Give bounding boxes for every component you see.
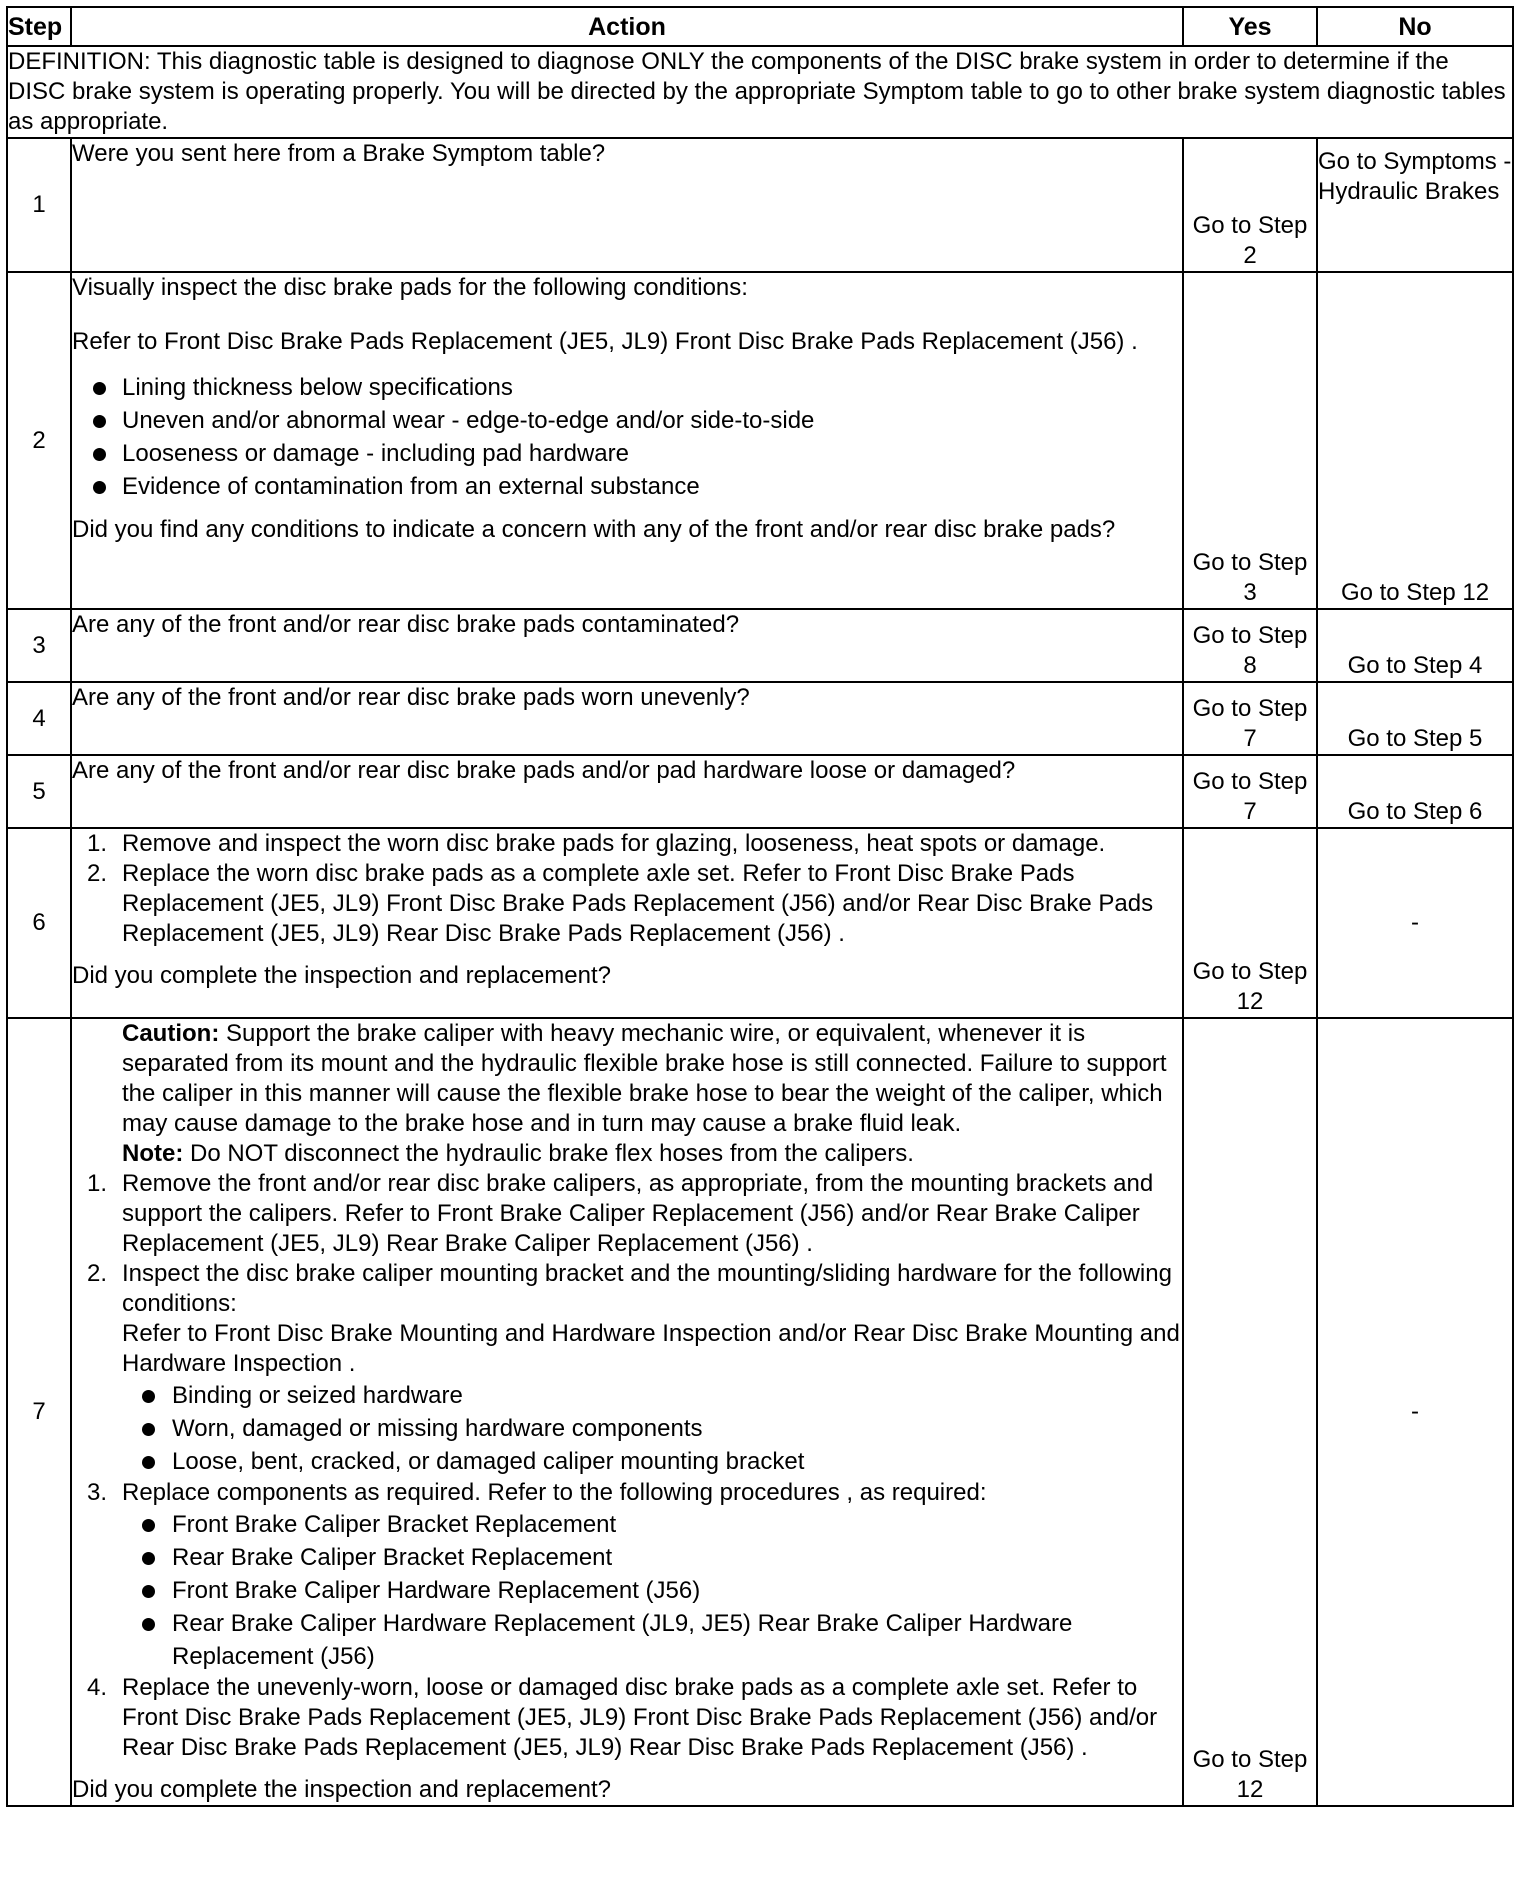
header-no: No [1317,7,1513,46]
no-cell: - [1317,828,1513,1018]
note-label: Note: [122,1140,184,1167]
question: Are any of the front and/or rear disc brake pads contaminated? [72,611,740,638]
yes-cell: Go to Step 2 [1183,138,1317,272]
definition-text: DEFINITION: This diagnostic table is designed to diagnose ONLY the components of the DISC brake system in order to determine if the DISC brake system is operating properly. You will be directed by the appropriate Symptom table to go to other brake system diagnostic tables as appropriate. [7,46,1513,138]
no-cell: Go to Step 12 [1317,272,1513,609]
action-cell [71,828,1183,1018]
definition-row [7,46,1513,138]
yes-cell: Go to Step 7 [1183,755,1317,828]
list-item: 2. Replace the worn disc brake pads as a complete axle set. Refer to Front Disc Brake Pads Replacement (JE5, JL9) Front Disc Brake Pads Replacement (J56) and/or Rear Disc Brake Pads Replacement (JE5, JL9) Rear Disc Brake Pads Replacement (J56) . [87,860,1154,947]
table-row [7,138,1513,272]
list-item: Evidence of contamination from an external substance [72,470,1182,503]
header-row [7,7,1513,46]
refer-text: Refer to Front Disc Brake Pads Replacement (JE5, JL9) Front Disc Brake Pads Replacement (J56) . [72,328,1138,355]
step-number: 7 [7,1018,71,1806]
yes-cell: Go to Step 3 [1183,272,1317,609]
question: Were you sent here from a Brake Symptom table? [72,140,606,167]
condition-list [72,371,1182,503]
question: Did you complete the inspection and replacement? [72,962,611,989]
yes-cell: Go to Step 8 [1183,609,1317,682]
question: Are any of the front and/or rear disc brake pads and/or pad hardware loose or damaged? [72,757,1016,784]
step-number: 3 [7,609,71,682]
yes-cell: Go to Step 12 [1183,828,1317,1018]
list-item: Rear Brake Caliper Bracket Replacement [122,1541,1182,1574]
question: Are any of the front and/or rear disc brake pads worn unevenly? [72,684,750,711]
table-row [7,828,1513,1018]
no-cell: - [1317,1018,1513,1806]
question: Did you find any conditions to indicate a concern with any of the front and/or rear disc brake pads? [72,516,1116,543]
caution-label: Caution: [122,1020,220,1047]
list-item: Looseness or damage - including pad hardware [72,437,1182,470]
list-item: Lining thickness below specifications [72,371,1182,404]
step-number: 1 [7,138,71,272]
list-item: Uneven and/or abnormal wear - edge-to-edge and/or side-to-side [72,404,1182,437]
table-row [7,609,1513,682]
header-yes: Yes [1183,7,1317,46]
list-item: Front Brake Caliper Hardware Replacement (J56) [122,1574,1182,1607]
list-item: Rear Brake Caliper Hardware Replacement (JL9, JE5) Rear Brake Caliper Hardware Replacement (J56) [122,1607,1182,1673]
list-item: Binding or seized hardware [122,1379,1182,1412]
action-cell [71,755,1183,828]
step-number: 5 [7,755,71,828]
procedure-refs [122,1508,1182,1673]
no-cell: Go to Step 6 [1317,755,1513,828]
question: Did you complete the inspection and replacement? [72,1776,611,1803]
list-item: 1. Remove and inspect the worn disc brake pads for glazing, looseness, heat spots or damage. [87,830,1106,857]
header-action: Action [71,7,1183,46]
no-cell: Go to Symptoms - Hydraulic Brakes [1317,138,1513,272]
table-row [7,1018,1513,1806]
refer-text: Refer to Front Disc Brake Mounting and Hardware Inspection and/or Rear Disc Brake Mounting and Hardware Inspection . [122,1320,1180,1377]
procedure-list [72,1169,1182,1763]
table-row [7,755,1513,828]
yes-cell: Go to Step 12 [1183,1018,1317,1806]
condition-list [122,1379,1182,1478]
list-item: Front Brake Caliper Bracket Replacement [122,1508,1182,1541]
step-number: 4 [7,682,71,755]
note-text: Do NOT disconnect the hydraulic brake flex hoses from the calipers. [190,1140,914,1167]
intro-text: Visually inspect the disc brake pads for the following conditions: [72,274,748,301]
action-cell [71,272,1183,609]
diagnostic-table [6,6,1514,1807]
list-item: 4. Replace the unevenly-worn, loose or damaged disc brake pads as a complete axle set. Refer to Front Disc Brake Pads Replacement (JE5, JL9) Front Disc Brake Pads Replacement (J56) and/or Rear Disc Brake Pads Replacement (JE5, JL9) Rear Disc Brake Pads Replacement (J56) . [87,1674,1158,1761]
caution-text: Support the brake caliper with heavy mechanic wire, or equivalent, whenever it is separated from its mount and the hydraulic flexible brake hose is still connected. Failure to support the caliper in this manner will cause the flexible brake hose to bear the weight of the caliper, which may cause damage to the brake hose and in turn may cause a brake fluid leak. [122,1020,1167,1137]
no-cell: Go to Step 5 [1317,682,1513,755]
step-number: 6 [7,828,71,1018]
action-cell [71,138,1183,272]
no-cell: Go to Step 4 [1317,609,1513,682]
action-cell [71,609,1183,682]
action-cell [71,682,1183,755]
header-step: Step [7,7,71,46]
list-item: 3. Replace components as required. Refer to the following procedures , as required: Front Brake Caliper Bracket Replacement Rear Brake Caliper Bracket Replacement Front Brake Caliper Hardware Replacement (J56) Rear Brake Caliper Hardware Replacement (JL9, JE5) Rear Brake Caliper Hardware Replacement (J56) [72,1478,1182,1673]
list-item: Worn, damaged or missing hardware components [122,1412,1182,1445]
procedure-list [72,829,1182,949]
action-cell [71,1018,1183,1806]
table-row [7,272,1513,609]
caution-block [72,1019,1182,1169]
list-item: 1. Remove the front and/or rear disc brake calipers, as appropriate, from the mounting brackets and support the calipers. Refer to Front Brake Caliper Replacement (J56) and/or Rear Brake Caliper Replacement (JE5, JL9) Rear Brake Caliper Replacement (J56) . [87,1170,1154,1257]
list-item: 2. Inspect the disc brake caliper mounting bracket and the mounting/sliding hardware for the following conditions: Refer to Front Disc Brake Mounting and Hardware Inspection and/or Rear Disc Brake Mounting and Hardware Inspection . Binding or seized hardware Worn, damaged or missing hardware components Loose, bent, cracked, or damaged caliper mounting bracket [72,1259,1182,1478]
list-item: Loose, bent, cracked, or damaged caliper mounting bracket [122,1445,1182,1478]
table-row [7,682,1513,755]
yes-cell: Go to Step 7 [1183,682,1317,755]
step-number: 2 [7,272,71,609]
